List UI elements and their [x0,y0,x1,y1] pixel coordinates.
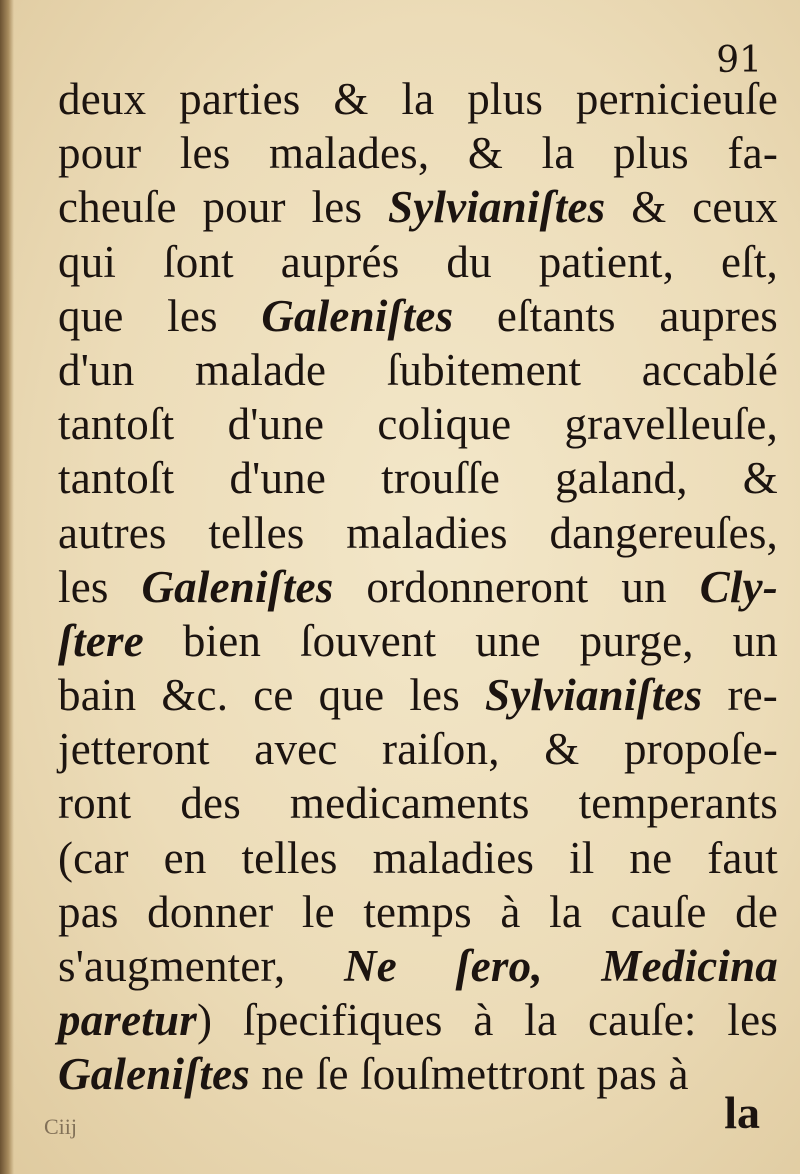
text-run: bien ſouvent une purge, un [143,615,778,666]
italic-text-run: ſtere [58,615,144,666]
text-run: tantoſt d'une trouſſe galand, & [58,453,778,504]
text-line [58,235,778,289]
text-line [58,939,778,993]
text-run: bain &c. ce que les [58,670,485,721]
text-run: que les [58,290,262,341]
text-run: tantoſt d'une colique gravelleuſe, [58,399,778,450]
text-run: d'un malade ſubitement accablé [58,344,778,395]
text-line [58,885,778,939]
text-line [58,560,778,614]
italic-text-run: Galeniſtes [58,1049,250,1100]
text-run: pas donner le temps à la cauſe de [58,886,778,937]
text-run: & ceux [605,182,778,233]
page-gutter-shadow [0,0,14,1174]
text-line [58,506,778,560]
text-line [58,722,778,776]
text-line [58,289,778,343]
text-run: ordonneront un [333,561,700,612]
page-number: 91 [716,40,762,81]
body-text [58,72,778,1102]
text-line [58,72,778,126]
text-line [58,343,778,397]
italic-text-run: paretur [58,995,197,1046]
italic-text-run: Cly- [699,561,778,612]
text-run: ) ſpecifiques à la cauſe: les [196,995,778,1046]
text-line [58,993,778,1047]
text-line [58,180,778,234]
text-line [58,397,778,451]
text-line [58,668,778,722]
text-line [58,451,778,505]
italic-text-run: Ne ſero, Medicina [344,941,778,991]
text-line [58,1047,778,1101]
text-run: ne ſe ſouſmettront pas à [249,1049,689,1100]
text-run: jetteront avec raiſon, & propoſe- [58,724,778,775]
text-run: deux parties & la plus pernicieuſe [58,74,778,124]
text-run: s'augmenter, [58,941,345,991]
text-line [58,776,778,830]
text-run: pour les malades, & la plus fa- [58,128,778,179]
text-run: ront des medicaments temperants [58,778,778,829]
italic-text-run: Galeniſtes [141,561,334,612]
text-run: eſtants aupres [453,290,778,341]
text-line [58,126,778,180]
text-run: (car en telles maladies il ne faut [58,832,778,883]
text-run: qui ſont auprés du patient, eſt, [58,236,778,287]
catchword: la [724,1087,760,1138]
text-run: re- [702,670,778,721]
text-run: les [58,561,142,612]
text-line [58,831,778,885]
signature-mark: Ciij [44,1114,78,1139]
italic-text-run: Sylvianiſtes [484,670,703,721]
text-run: cheuſe pour les [58,182,388,233]
text-line [58,614,778,668]
italic-text-run: Galeniſtes [261,290,454,341]
italic-text-run: Sylvianiſtes [387,182,606,233]
text-run: autres telles maladies dangereuſes, [58,507,778,558]
